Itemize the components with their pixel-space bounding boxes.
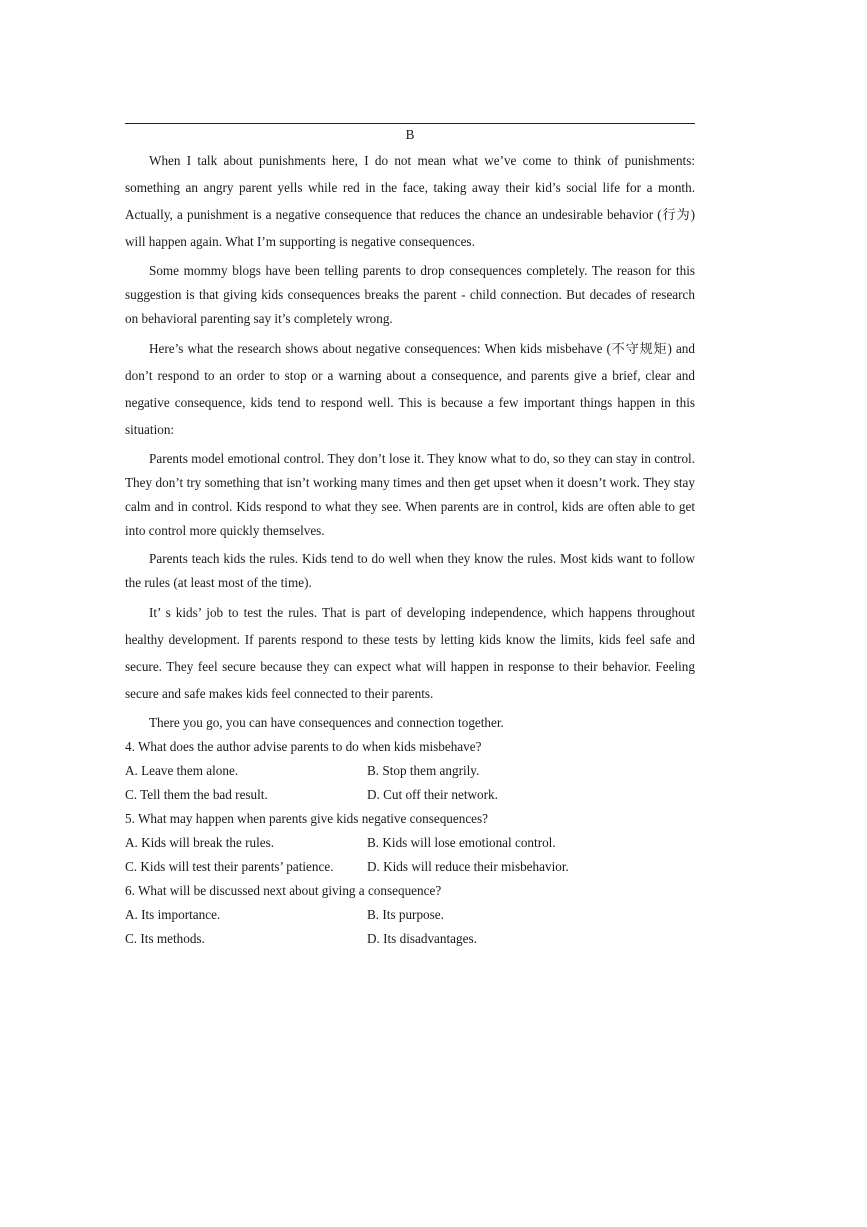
paragraph-5: Parents teach kids the rules. Kids tend to do well when they know the rules. Most kids want to follow the rules (at least most of the time). — [125, 551, 695, 590]
option-grid — [125, 903, 695, 951]
option-b: B. Stop them angrily. — [367, 763, 480, 778]
option-d: D. Its disadvantages. — [367, 931, 477, 946]
question-6 — [125, 879, 695, 951]
option-grid — [125, 831, 695, 879]
option-a: A. Its importance. — [125, 907, 221, 922]
header-rule — [125, 123, 695, 124]
question-4 — [125, 735, 695, 807]
option-c: C. Its methods. — [125, 931, 205, 946]
document-page — [125, 123, 695, 951]
paragraph-3: Here’s what the research shows about negative consequences: When kids misbehave (不守规矩) and don’t respond to an order to stop or a warning about a consequence, and parents give a brief, clear and negative consequence, kids tend to respond well. This is because a few important things happen in this situation: — [125, 341, 695, 437]
question-stem: 6. What will be discussed next about giving a consequence? — [125, 883, 442, 898]
question-5 — [125, 807, 695, 879]
option-a: A. Leave them alone. — [125, 763, 239, 778]
option-d: D. Cut off their network. — [367, 787, 498, 802]
question-stem: 4. What does the author advise parents to do when kids misbehave? — [125, 739, 482, 754]
option-b: B. Kids will lose emotional control. — [367, 835, 556, 850]
paragraph-1: When I talk about punishments here, I do not mean what we’ve come to think of punishments: something an angry parent yells while red in the face, taking away their kid’s social life for a month. Actually, a punishment is a negative consequence that reduces the chance an undesirable behavior (行为) will happen again. What I’m supporting is negative consequences. — [125, 153, 695, 249]
section-label: B — [405, 127, 415, 142]
paragraph-7: There you go, you can have consequences and connection together. — [149, 715, 504, 730]
option-d: D. Kids will reduce their misbehavior. — [367, 859, 569, 874]
option-grid — [125, 759, 695, 807]
option-c: C. Kids will test their parents’ patience. — [125, 859, 334, 874]
paragraph-6: It’ s kids’ job to test the rules. That is part of developing independence, which happens throughout healthy development. If parents respond to these tests by letting kids know the limits, kids feel safe and secure. They feel secure because they can expect what will happen in response to their behavior. Feeling secure and safe makes kids feel connected to their parents. — [125, 605, 695, 701]
paragraph-2: Some mommy blogs have been telling parents to drop consequences completely. The reason for this suggestion is that giving kids consequences breaks the parent - child connection. But decades of research on behavioral parenting say it’s completely wrong. — [125, 263, 695, 326]
option-a: A. Kids will break the rules. — [125, 835, 275, 850]
paragraph-4: Parents model emotional control. They don’t lose it. They know what to do, so they can stay in control. They don’t try something that isn’t working many times and then get upset when it doesn’t work. They stay calm and in control. Kids respond to what they see. When parents are in control, kids are often able to get into control more quickly themselves. — [125, 451, 695, 538]
question-stem: 5. What may happen when parents give kids negative consequences? — [125, 811, 489, 826]
option-b: B. Its purpose. — [367, 907, 444, 922]
option-c: C. Tell them the bad result. — [125, 787, 268, 802]
